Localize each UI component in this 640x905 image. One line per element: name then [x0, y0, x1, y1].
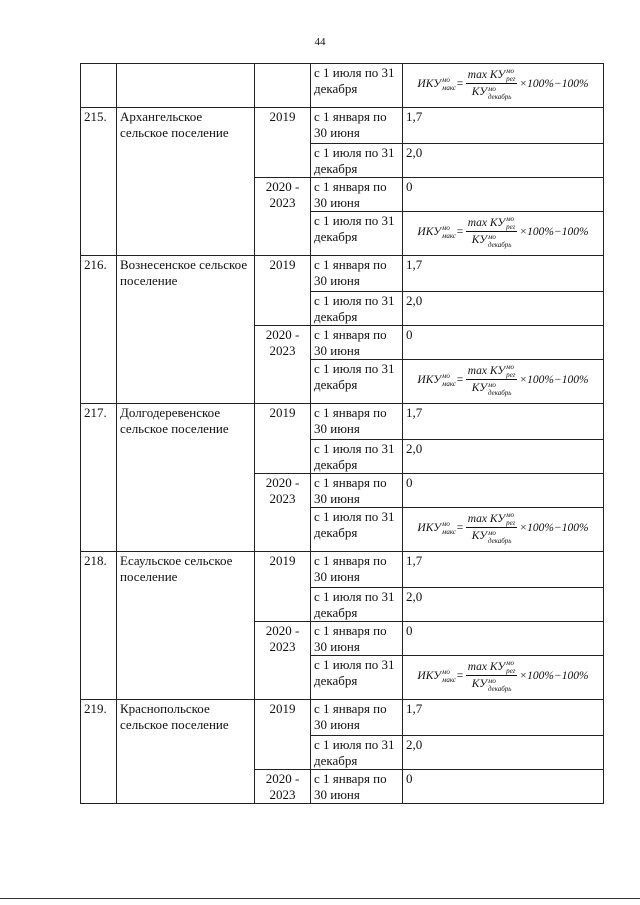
- value-cell: [403, 212, 604, 256]
- formula: ИКУ мо макс = max КУ мо рег КУ мо декабрь ×100%−100%: [417, 511, 589, 545]
- value-cell: 0: [403, 178, 604, 212]
- value-cell: 2,0: [403, 292, 604, 326]
- period-cell: с 1 января по 30 июня: [311, 700, 403, 736]
- year-cell: 2020 - 2023: [255, 326, 311, 404]
- year-cell: 2020 - 2023: [255, 178, 311, 256]
- year-cell: 2019: [255, 404, 311, 474]
- name-cell: [117, 64, 255, 108]
- value-cell: 0: [403, 770, 604, 804]
- formula: ИКУ мо макс = max КУ мо рег КУ мо декабрь ×100%−100%: [417, 363, 589, 397]
- period-cell: с 1 июля по 31 декабря: [311, 440, 403, 474]
- formula: ИКУ мо макс = max КУ мо рег КУ мо декабрь ×100%−100%: [417, 659, 589, 693]
- year-cell: 2019: [255, 552, 311, 622]
- period-cell: с 1 января по 30 июня: [311, 622, 403, 656]
- table-row: [81, 256, 604, 292]
- municipality-name: Вознесенское сельское поселение: [117, 256, 255, 404]
- value-cell: 1,7: [403, 700, 604, 736]
- tariff-table: [80, 63, 604, 804]
- page-number: 44: [314, 36, 326, 48]
- period-cell: с 1 января по 30 июня: [311, 474, 403, 508]
- period-cell: с 1 июля по 31 декабря: [311, 656, 403, 700]
- municipality-name: Долгодеревенское сельское поселение: [117, 404, 255, 552]
- value-cell: 2,0: [403, 440, 604, 474]
- value-cell: 2,0: [403, 144, 604, 178]
- period-cell: с 1 июля по 31 декабря: [311, 292, 403, 326]
- row-number: 217.: [81, 404, 117, 552]
- period-cell: с 1 июля по 31 декабря: [311, 360, 403, 404]
- year-cell: 2020 - 2023: [255, 474, 311, 552]
- row-number: 219.: [81, 700, 117, 804]
- municipality-name: Есаульское сельское поселение: [117, 552, 255, 700]
- value-cell: 1,7: [403, 108, 604, 144]
- value-cell: [403, 508, 604, 552]
- num-cell: [81, 64, 117, 108]
- value-cell: 0: [403, 622, 604, 656]
- period-cell: с 1 июля по 31 декабря: [311, 588, 403, 622]
- value-cell: 0: [403, 326, 604, 360]
- period-cell: с 1 июля по 31 декабря: [311, 212, 403, 256]
- row-number: 215.: [81, 108, 117, 256]
- footer-line: [0, 898, 640, 899]
- period-cell: с 1 января по 30 июня: [311, 770, 403, 804]
- value-cell: [403, 64, 604, 108]
- year-cell: 2020 - 2023: [255, 770, 311, 804]
- value-cell: 2,0: [403, 736, 604, 770]
- row-number: 218.: [81, 552, 117, 700]
- value-cell: 2,0: [403, 588, 604, 622]
- value-cell: 1,7: [403, 552, 604, 588]
- value-cell: 1,7: [403, 404, 604, 440]
- municipality-name: Архангельское сельское поселение: [117, 108, 255, 256]
- period-cell: с 1 января по 30 июня: [311, 108, 403, 144]
- table-row: [81, 64, 604, 108]
- year-cell: 2019: [255, 700, 311, 770]
- period-cell: с 1 января по 30 июня: [311, 404, 403, 440]
- value-cell: [403, 656, 604, 700]
- year-cell: [255, 64, 311, 108]
- year-cell: 2020 - 2023: [255, 622, 311, 700]
- period-cell: с 1 января по 30 июня: [311, 552, 403, 588]
- formula: ИКУ мо макс = max КУ мо рег КУ мо декабрь ×100%−100%: [417, 215, 589, 249]
- period-cell: с 1 июля по 31 декабря: [311, 144, 403, 178]
- table-row: [81, 108, 604, 144]
- table-row: [81, 700, 604, 736]
- row-number: 216.: [81, 256, 117, 404]
- municipality-name: Краснопольское сельское поселение: [117, 700, 255, 804]
- period-cell: с 1 января по 30 июня: [311, 178, 403, 212]
- period-cell: с 1 января по 30 июня: [311, 256, 403, 292]
- value-cell: [403, 360, 604, 404]
- year-cell: 2019: [255, 256, 311, 326]
- table-row: [81, 404, 604, 440]
- period-cell: с 1 июля по 31 декабря: [311, 508, 403, 552]
- year-cell: 2019: [255, 108, 311, 178]
- value-cell: 0: [403, 474, 604, 508]
- period-cell: с 1 января по 30 июня: [311, 326, 403, 360]
- value-cell: 1,7: [403, 256, 604, 292]
- period-cell: с 1 июля по 31 декабря: [311, 64, 403, 108]
- period-cell: с 1 июля по 31 декабря: [311, 736, 403, 770]
- formula: ИКУ мо макс = max КУ мо рег КУ мо декабрь ×100%−100%: [417, 67, 589, 101]
- table-row: [81, 552, 604, 588]
